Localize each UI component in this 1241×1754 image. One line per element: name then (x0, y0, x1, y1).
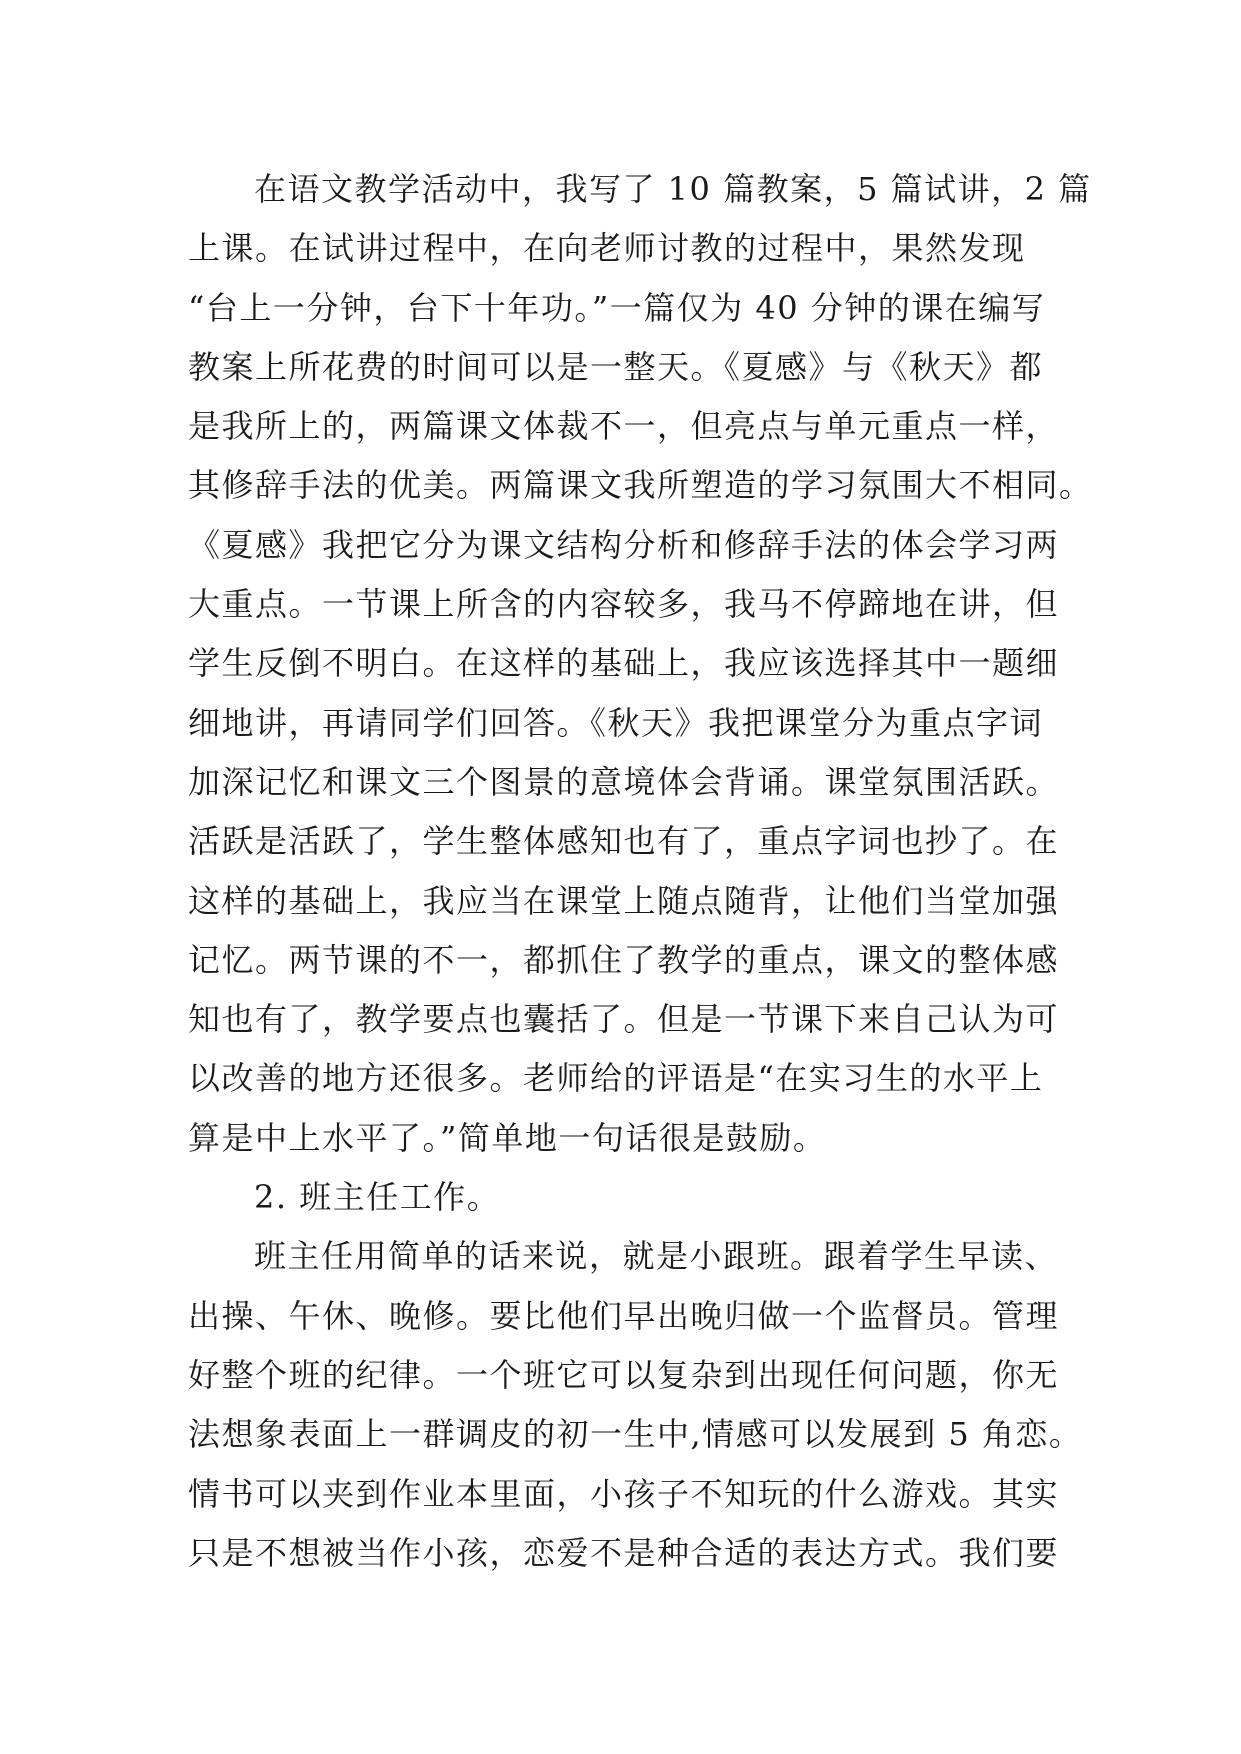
text-line: 活跃是活跃了，学生整体感知也有了，重点字词也抄了。在 (188, 822, 1060, 861)
text-line: 细地讲，再请同学们回答。《秋天》我把课堂分为重点字词 (188, 703, 1044, 742)
text-line: 《夏感》我把它分为课文结构分析和修辞手法的体会学习两 (188, 525, 1060, 564)
document-body (188, 160, 1093, 1583)
text-line: 是我所上的，两篇课文体裁不一，但亮点与单元重点一样， (188, 407, 1060, 446)
text-line: 以改善的地方还很多。老师给的评语是“在实习生的水平上 (188, 1059, 1044, 1098)
text-line: 大重点。一节课上所含的内容较多，我马不停蹄地在讲，但 (188, 585, 1060, 624)
text-line: 记忆。两节课的不一，都抓住了教学的重点，课文的整体感 (188, 940, 1060, 979)
text-line: 加深记忆和课文三个图景的意境体会背诵。课堂氛围活跃。 (188, 762, 1060, 801)
text-line: 只是不想被当作小孩，恋爱不是种合适的表达方式。我们要 (188, 1533, 1060, 1572)
section-heading: 2. 班主任工作。 (254, 1178, 501, 1217)
text-line: 法想象表面上一群调皮的初一生中,情感可以发展到 5 角恋。 (188, 1415, 1083, 1454)
text-line: 情书可以夹到作业本里面，小孩子不知玩的什么游戏。其实 (188, 1474, 1060, 1513)
text-line: 其修辞手法的优美。两篇课文我所塑造的学习氛围大不相同。 (188, 466, 1093, 505)
text-line: 上课。在试讲过程中，在向老师讨教的过程中，果然发现 (188, 229, 1026, 268)
text-line: 学生反倒不明白。在这样的基础上，我应该选择其中一题细 (188, 644, 1060, 683)
text-line: “台上一分钟，台下十年功。”一篇仅为 40 分钟的课在编写 (188, 288, 1046, 327)
text-line: 出操、午休、晚修。要比他们早出晚归做一个监督员。管理 (188, 1296, 1060, 1335)
text-line: 班主任用简单的话来说，就是小跟班。跟着学生早读、 (254, 1237, 1059, 1276)
text-line: 算是中上水平了。”简单地一句话很是鼓励。 (188, 1118, 827, 1157)
text-line: 好整个班的纪律。一个班它可以复杂到出现任何问题，你无 (188, 1355, 1060, 1394)
text-line: 教案上所花费的时间可以是一整天。《夏感》与《秋天》都 (188, 347, 1044, 386)
text-line: 知也有了，教学要点也囊括了。但是一节课下来自己认为可 (188, 1000, 1060, 1039)
text-line: 在语文教学活动中，我写了 10 篇教案，5 篇试讲，2 篇 (254, 170, 1092, 208)
text-line: 这样的基础上，我应当在课堂上随点随背，让他们当堂加强 (188, 881, 1060, 920)
